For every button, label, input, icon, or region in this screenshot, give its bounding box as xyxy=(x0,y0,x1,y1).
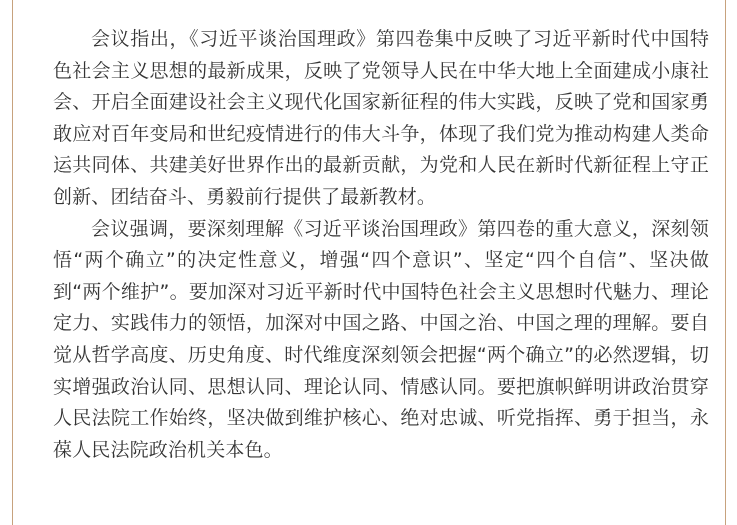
article-frame xyxy=(12,0,726,525)
article-paragraph-1: 会议指出，《习近平谈治国理政》第四卷集中反映了习近平新时代中国特色社会主义思想的最新成果，反映了党领导人民在中华大地上全面建成小康社会、开启全面建设社会主义现代化国家新征程的伟大实践，反映了党和国家勇敢应对百年变局和世纪疫情进行的伟大斗争，体现了我们党为推动构建人类命运共同体、共建美好世界作出的最新贡献，为党和人民在新时代新征程上守正创新、团结奋斗、勇毅前行提供了最新教材。 xyxy=(53,28,709,208)
article-body xyxy=(53,24,709,466)
article-paragraph-2: 会议强调，要深刻理解《习近平谈治国理政》第四卷的重大意义，深刻领悟“两个确立”的决定性意义，增强“四个意识”、坚定“四个自信”、坚决做到“两个维护”。要加深对习近平新时代中国特色社会主义思想时代魅力、理论定力、实践伟力的领悟，加深对中国之路、中国之治、中国之理的理解。要自觉从哲学高度、历史角度、时代维度深刻领会把握“两个确立”的必然逻辑，切实增强政治认同、思想认同、理论认同、情感认同。要把旗帜鲜明讲政治贯穿人民法院工作始终，坚决做到维护核心、绝对忠诚、听党指挥、勇于担当，永葆人民法院政治机关本色。 xyxy=(53,217,709,461)
